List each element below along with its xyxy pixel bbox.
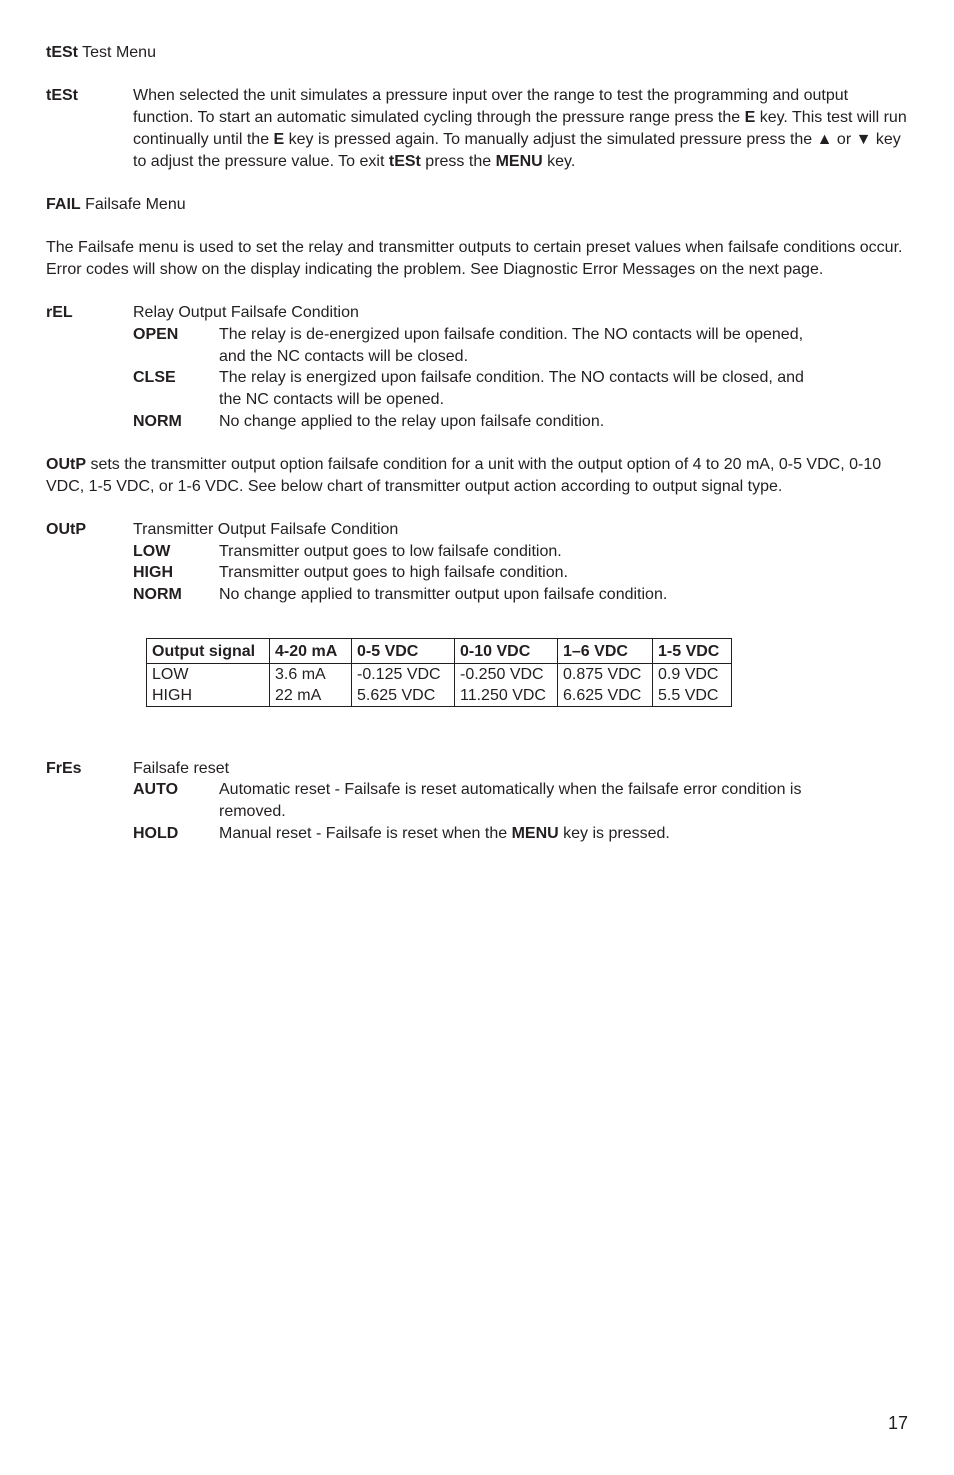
test-desc-part: E <box>273 131 285 148</box>
rel-option-norm-key: NORM <box>133 413 182 430</box>
table-cell: 0.875 VDC <box>558 664 653 686</box>
test-desc-part: press the <box>420 153 496 170</box>
fail-menu-heading <box>46 194 186 216</box>
table-header-cell: Output signal <box>147 639 270 664</box>
fres-hold-desc-pre: Manual reset - Failsafe is reset when the <box>219 825 512 842</box>
outp-intro-paragraph <box>46 454 914 498</box>
table-row <box>147 685 732 707</box>
table-header-row <box>147 639 732 664</box>
rel-option-clse-desc: The relay is energized upon failsafe condition. The NO contacts will be closed, and the NC contacts will be opened. <box>219 369 804 408</box>
table-header-cell: 1–6 VDC <box>558 639 653 664</box>
table-cell: 6.625 VDC <box>558 685 653 707</box>
rel-title: Relay Output Failsafe Condition <box>133 304 359 321</box>
test-desc-part: key is pressed again. To manually adjust the simulated pressure press the ▲ or ▼ key to adjust the pressure value. To exit <box>133 131 901 170</box>
test-desc-part: MENU <box>495 153 543 170</box>
outp-intro-text: sets the transmitter output option failsafe condition for a unit with the output option of 4 to 20 mA, 0-5 VDC, 0-10 VDC, 1-5 VDC, or 1-6 VDC. See below chart of transmitter output action according to output signal type. <box>46 456 882 495</box>
outp-option-low-key: LOW <box>133 543 171 560</box>
fres-hold-desc-post: key is pressed. <box>558 825 670 842</box>
fres-option-auto-desc: Automatic reset - Failsafe is reset automatically when the failsafe error condition is removed. <box>219 781 802 820</box>
rel-option-open-key: OPEN <box>133 326 179 343</box>
table-cell: 22 mA <box>270 685 352 707</box>
fres-hold-desc-bold: MENU <box>511 825 559 842</box>
fail-intro-paragraph: The Failsafe menu is used to set the relay and transmitter outputs to certain preset values when failsafe conditions occur. Error codes will show on the display indicating the problem. See Diagnostic Error Messages on the next page. <box>46 239 903 278</box>
output-signal-table <box>146 638 732 707</box>
fres-title: Failsafe reset <box>133 760 230 777</box>
outp-term: OUtP <box>46 521 86 538</box>
table-header-cell: 0-10 VDC <box>455 639 558 664</box>
table-cell: 5.625 VDC <box>352 685 455 707</box>
test-desc-part: E <box>744 109 756 126</box>
table-cell: -0.125 VDC <box>352 664 455 686</box>
table-row <box>147 664 732 686</box>
outp-title: Transmitter Output Failsafe Condition <box>133 521 399 538</box>
fres-term: FrEs <box>46 760 82 777</box>
test-term: tESt <box>46 87 78 104</box>
outp-intro-term: OUtP <box>46 456 86 473</box>
outp-option-high-key: HIGH <box>133 564 173 581</box>
fail-menu-label: Failsafe Menu <box>80 196 186 213</box>
table-header-cell: 1-5 VDC <box>653 639 732 664</box>
test-description <box>133 85 908 173</box>
test-menu-term: tESt <box>46 44 78 61</box>
outp-option-high-desc: Transmitter output goes to high failsafe condition. <box>219 564 568 581</box>
rel-term: rEL <box>46 304 73 321</box>
test-desc-part: When selected the unit simulates a pressure input over the range to test the programming and output function. To start an automatic simulated cycling through the pressure range press the <box>133 87 849 126</box>
test-menu-label: Test Menu <box>78 44 156 61</box>
test-desc-part: key. <box>542 153 576 170</box>
rel-option-open-desc: The relay is de-energized upon failsafe condition. The NO contacts will be opened, and the NC contacts will be closed. <box>219 326 804 365</box>
table-cell: LOW <box>147 664 270 686</box>
test-menu-heading <box>46 42 156 64</box>
rel-option-clse-key: CLSE <box>133 369 176 386</box>
table-header-cell: 0-5 VDC <box>352 639 455 664</box>
table-cell: 5.5 VDC <box>653 685 732 707</box>
table-cell: 0.9 VDC <box>653 664 732 686</box>
table-header-cell: 4-20 mA <box>270 639 352 664</box>
fres-option-auto-key: AUTO <box>133 781 179 798</box>
outp-option-low-desc: Transmitter output goes to low failsafe condition. <box>219 543 562 560</box>
test-desc-part: key. This test will run continually until the <box>133 109 907 148</box>
fres-option-hold-key: HOLD <box>133 825 179 842</box>
test-desc-part: tESt <box>388 153 421 170</box>
table-cell: 11.250 VDC <box>455 685 558 707</box>
table-cell: -0.250 VDC <box>455 664 558 686</box>
fres-option-hold-desc <box>219 823 839 845</box>
page-number: 17 <box>887 1413 908 1433</box>
fail-menu-term: FAIL <box>46 196 81 213</box>
outp-option-norm-key: NORM <box>133 586 182 603</box>
table-cell: 3.6 mA <box>270 664 352 686</box>
rel-option-norm-desc: No change applied to the relay upon failsafe condition. <box>219 413 605 430</box>
outp-option-norm-desc: No change applied to transmitter output upon failsafe condition. <box>219 586 668 603</box>
table-cell: HIGH <box>147 685 270 707</box>
